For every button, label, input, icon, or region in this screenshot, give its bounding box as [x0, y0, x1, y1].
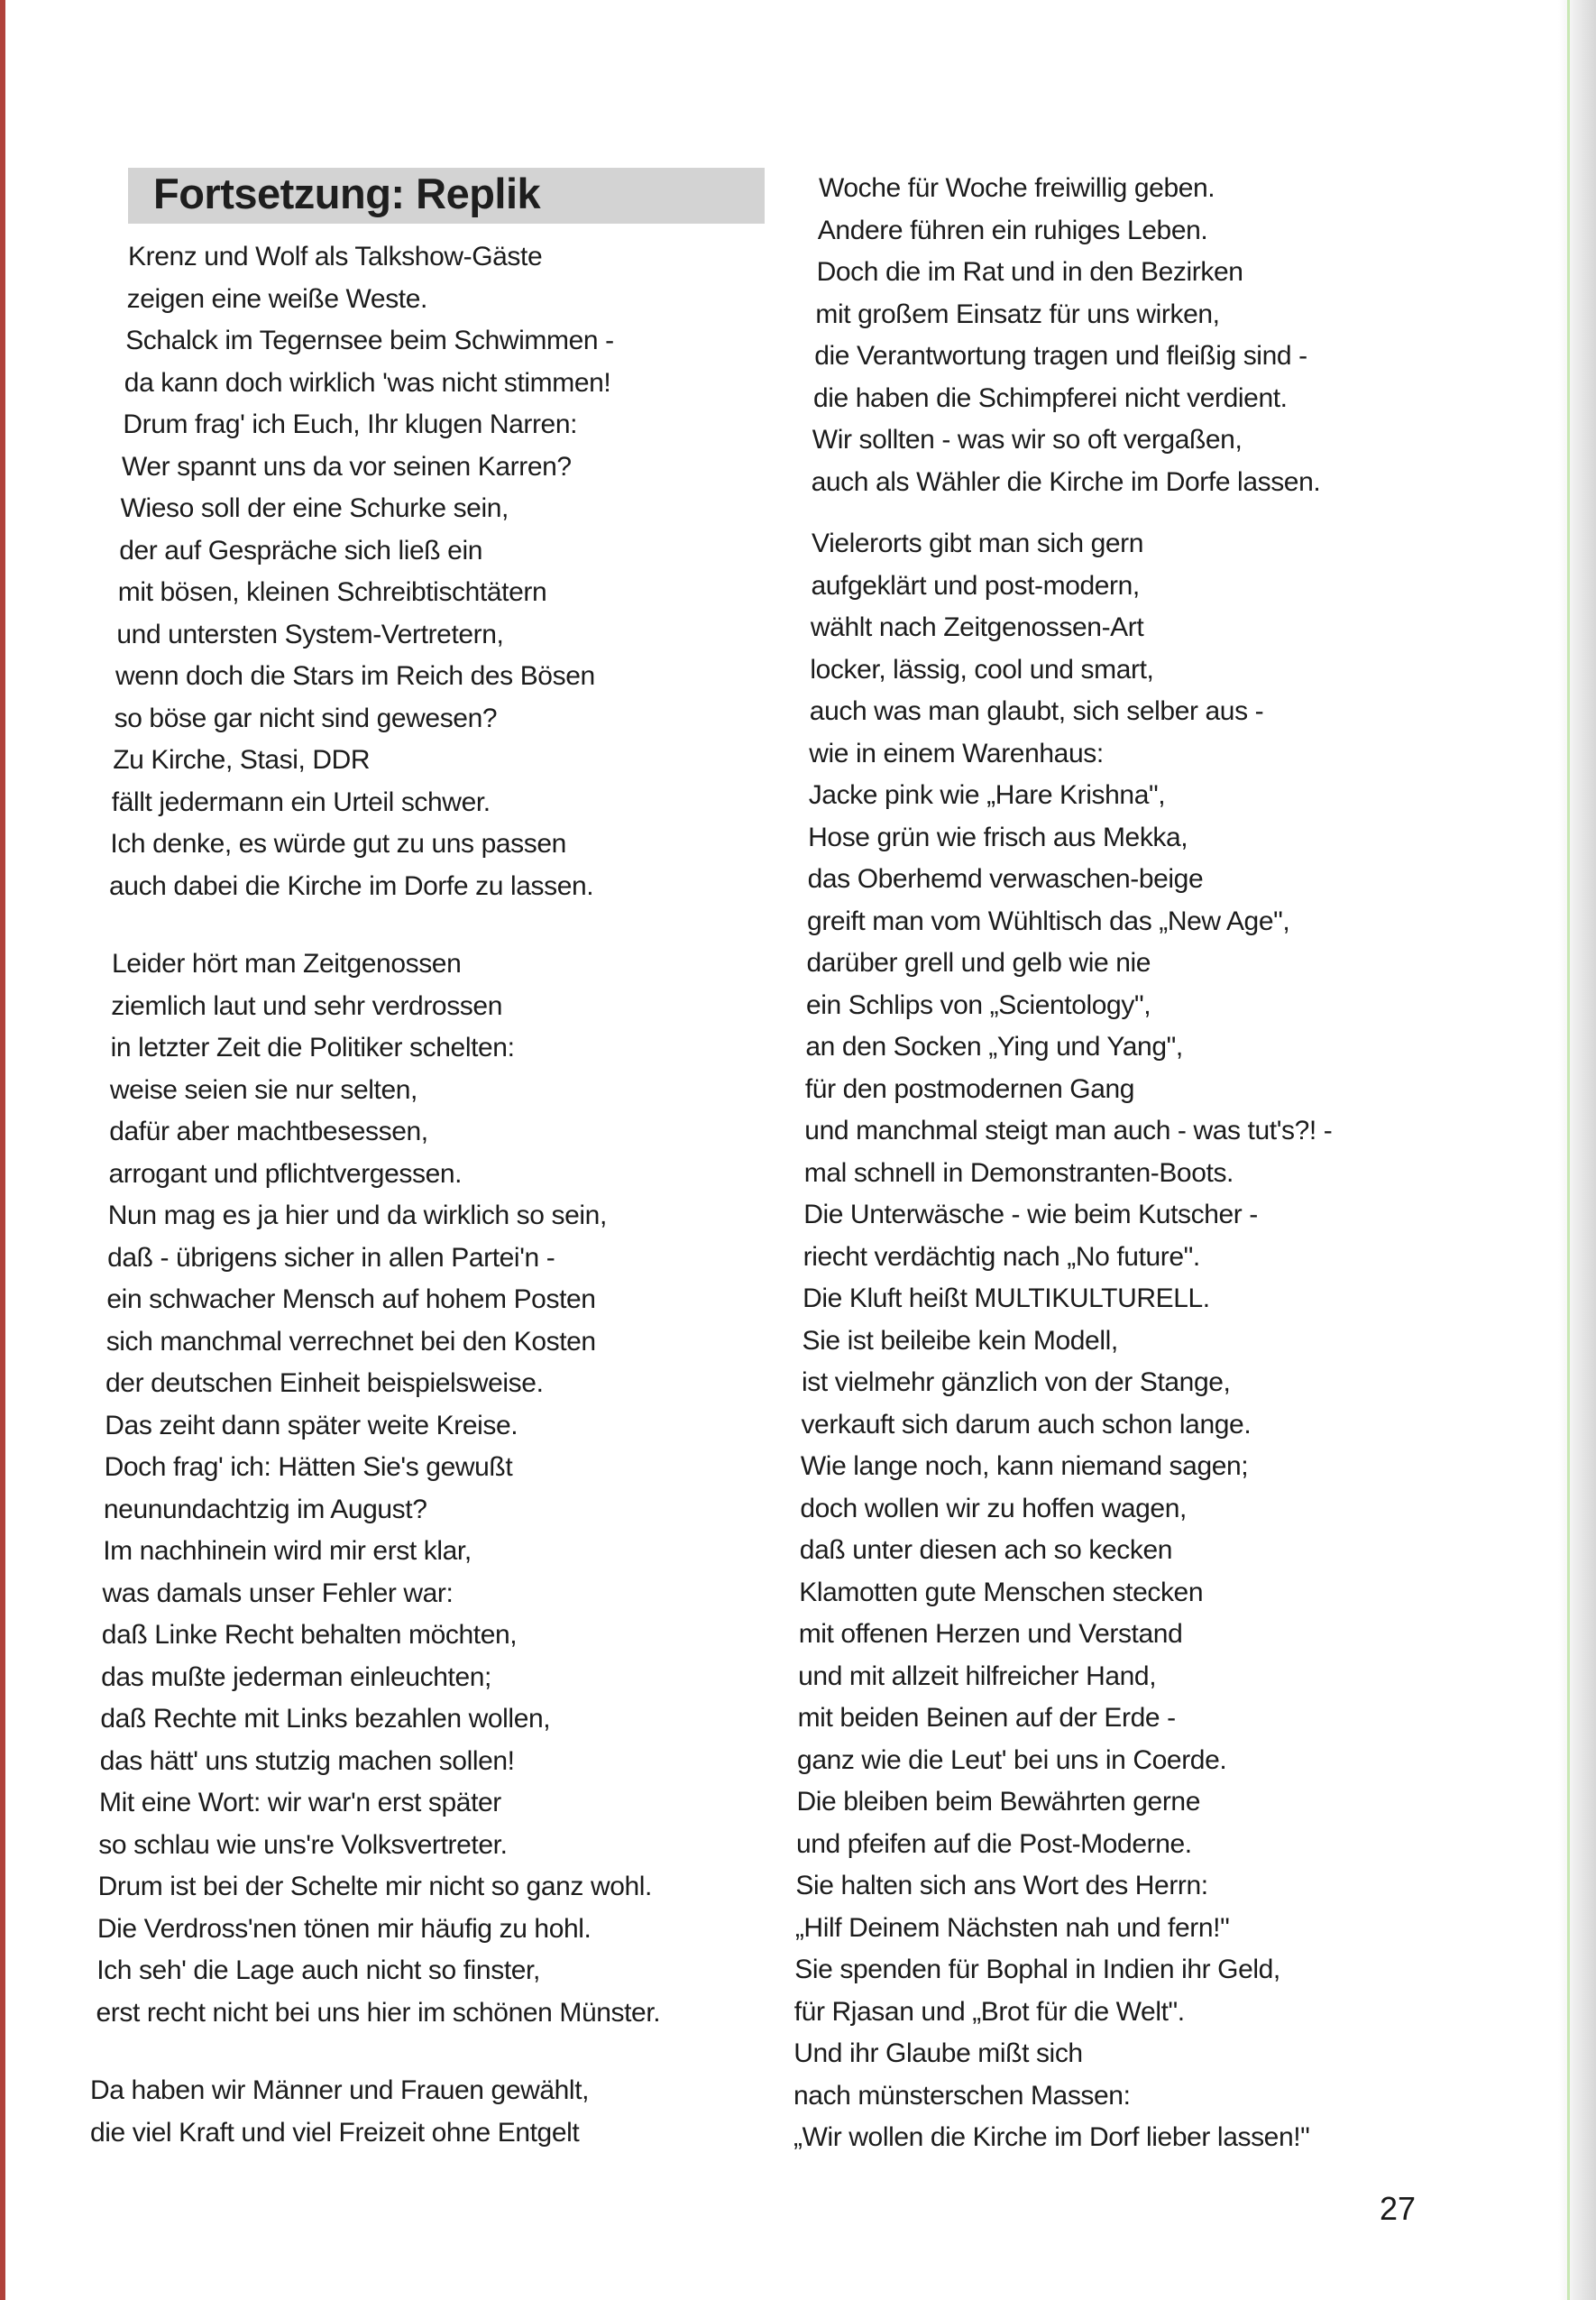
verse-line: doch wollen wir zu hoffen wagen, — [800, 1493, 1187, 1523]
verse-line: Krenz und Wolf als Talkshow-Gäste — [128, 242, 543, 271]
verse-line: aufgeklärt und post-modern, — [811, 570, 1140, 601]
verse-line: für den postmodernen Gang — [804, 1073, 1135, 1104]
verse-line: Sie halten sich ans Wort des Herrn: — [795, 1871, 1208, 1900]
verse-line: mal schnell in Demonstranten-Boots. — [803, 1157, 1234, 1188]
stanza — [90, 943, 712, 2034]
verse-line: Wie lange noch, kann niemand sagen; — [800, 1451, 1249, 1481]
verse-line: und manchmal steigt man auch - was tut's?! - — [804, 1116, 1333, 1145]
verse-line: daß Rechte mit Links bezahlen wollen, — [100, 1704, 551, 1734]
verse-line: Jacke pink wie „Hare Krishna", — [808, 780, 1166, 810]
verse-line: und untersten System-Vertretern, — [116, 619, 504, 649]
verse-line: erst recht nicht bei uns hier im schönen Münster. — [96, 1997, 661, 2028]
verse-line: ganz wie die Leut' bei uns in Coerde. — [797, 1744, 1227, 1775]
verse-line: Klamotten gute Menschen stecken — [799, 1577, 1204, 1607]
verse-line: das hätt' uns stutzig machen sollen! — [99, 1745, 515, 1776]
verse-line: Die Verdross'nen tönen mir häufig zu hohl. — [96, 1913, 592, 1944]
verse-line: Die Kluft heißt MULTIKULTURELL. — [803, 1283, 1210, 1313]
verse-line: Mit eine Wort: wir war'n erst später — [99, 1788, 501, 1817]
verse-line: Ich denke, es würde gut zu uns passen — [110, 829, 566, 859]
verse-line: dafür aber machtbesessen, — [109, 1117, 428, 1146]
verse-line: wie in einem Warenhaus: — [809, 738, 1104, 768]
verse-line: Doch die im Rat und in den Bezirken — [816, 257, 1243, 287]
verse-line: der auf Gespräche sich ließ ein — [119, 535, 482, 566]
verse-line: darüber grell und gelb wie nie — [806, 948, 1151, 978]
verse-line: mit großem Einsatz für uns wirken, — [815, 299, 1220, 329]
verse-line: Ich seh' die Lage auch nicht so finster, — [96, 1955, 540, 1985]
verse-line: Schalck im Tegernsee beim Schwimmen - — [125, 326, 614, 355]
stanza — [793, 168, 1425, 503]
verse-line: das Oberhemd verwaschen-beige — [807, 864, 1204, 894]
verse-line: daß unter diesen ach so kecken — [799, 1535, 1173, 1565]
verse-line: daß Linke Recht behalten möchten, — [101, 1620, 518, 1650]
verse-line: arrogant und pflichtvergessen. — [108, 1158, 463, 1189]
verse-line: „Wir wollen die Kirche im Dorf lieber lassen!" — [793, 2122, 1310, 2152]
verse-line: „Hilf Deinem Nächsten nah und fern!" — [794, 1912, 1230, 1943]
verse-line: ein Schlips von „Scientology", — [805, 989, 1151, 1020]
verse-line: und mit allzeit hilfreicher Hand, — [798, 1661, 1157, 1691]
verse-line: Das zeiht dann später weite Kreise. — [105, 1410, 518, 1440]
verse-line: Nun mag es ja hier und da wirklich so sein, — [107, 1201, 607, 1230]
verse-line: auch als Wähler die Kirche im Dorfe lassen. — [811, 466, 1321, 497]
verse-line: so schlau wie uns're Volksvertreter. — [98, 1829, 508, 1860]
stanza — [90, 2070, 712, 2154]
verse-line: ein schwacher Mensch auf hohem Posten — [106, 1284, 596, 1314]
verse-line: die Verantwortung tragen und fleißig sind - — [814, 341, 1307, 371]
verse-line: wählt nach Zeitgenossen-Art — [810, 612, 1144, 642]
verse-line: Wer spannt uns da vor seinen Karren? — [122, 451, 572, 482]
verse-line: auch dabei die Kirche im Dorfe zu lassen. — [109, 870, 594, 901]
verse-line: Im nachhinein wird mir erst klar, — [103, 1536, 472, 1566]
stanza — [90, 236, 712, 907]
page-heading: Fortsetzung: Replik — [153, 170, 541, 217]
verse-line: Und ihr Glaube mißt sich — [793, 2038, 1083, 2068]
verse-line: wenn doch die Stars im Reich des Bösen — [115, 661, 595, 691]
left-column — [90, 236, 712, 2154]
verse-line: da kann doch wirklich 'was nicht stimmen! — [124, 367, 611, 398]
verse-line: riecht verdächtig nach „No future". — [803, 1241, 1200, 1272]
verse-line: sich manchmal verrechnet bei den Kosten — [105, 1326, 596, 1357]
verse-line: mit bösen, kleinen Schreibtischtätern — [117, 577, 547, 607]
verse-line: greift man vom Wühltisch das „New Age", — [807, 906, 1290, 936]
verse-line: Wieso soll der eine Schurke sein, — [120, 493, 509, 523]
page-edge-right — [1558, 0, 1596, 2300]
verse-line: Drum ist bei der Schelte mir nicht so ganz wohl. — [97, 1872, 652, 1901]
verse-line: mit offenen Herzen und Verstand — [798, 1619, 1183, 1649]
verse-line: Leider hört man Zeitgenossen — [112, 949, 462, 979]
verse-line: ziemlich laut und sehr verdrossen — [111, 990, 502, 1021]
verse-line: verkauft sich darum auch schon lange. — [801, 1409, 1252, 1440]
right-column — [793, 168, 1425, 2159]
verse-line: Zu Kirche, Stasi, DDR — [113, 745, 371, 775]
page-number: 27 — [1380, 2190, 1417, 2227]
verse-line: weise seien sie nur selten, — [109, 1074, 417, 1105]
stanza — [793, 523, 1425, 2159]
verse-line: neunundachtzig im August? — [103, 1494, 427, 1524]
verse-line: Doch frag' ich: Hätten Sie's gewußt — [104, 1452, 513, 1482]
verse-line: Die Unterwäsche - wie beim Kutscher - — [803, 1200, 1258, 1229]
verse-line: mit beiden Beinen auf der Erde - — [797, 1703, 1176, 1733]
verse-line: die haben die Schimpferei nicht verdient. — [813, 382, 1288, 413]
verse-line: nach münsterschen Massen: — [793, 2080, 1131, 2111]
verse-line: so böse gar nicht sind gewesen? — [114, 703, 498, 733]
verse-line: Hose grün wie frisch aus Mekka, — [808, 822, 1188, 852]
verse-line: der deutschen Einheit beispielsweise. — [105, 1368, 544, 1398]
verse-line: Wir sollten - was wir so oft vergaßen, — [812, 425, 1243, 455]
verse-line: Drum frag' ich Euch, Ihr klugen Narren: — [123, 409, 578, 439]
verse-line: Andere führen ein ruhiges Leben. — [817, 215, 1208, 245]
verse-line: Sie spenden für Bophal in Indien ihr Geld, — [794, 1955, 1280, 1984]
verse-line: was damals unser Fehler war: — [102, 1578, 454, 1608]
verse-line: das mußte jederman einleuchten; — [101, 1661, 491, 1692]
verse-line: fällt jedermann ein Urteil schwer. — [111, 787, 491, 817]
verse-line: daß - übrigens sicher in allen Partei'n - — [107, 1242, 555, 1273]
verse-line: Die bleiben beim Bewährten gerne — [796, 1787, 1200, 1817]
verse-line: Da haben wir Männer und Frauen gewählt, — [90, 2075, 590, 2105]
verse-line: Woche für Woche freiwillig geben. — [819, 173, 1215, 203]
verse-line: und pfeifen auf die Post-Moderne. — [795, 1828, 1192, 1859]
verse-line: ist vielmehr gänzlich von der Stange, — [802, 1367, 1231, 1397]
verse-line: Vielerorts gibt man sich gern — [812, 529, 1144, 558]
verse-line: zeigen eine weiße Weste. — [126, 283, 427, 314]
verse-line: locker, lässig, cool und smart, — [810, 654, 1154, 685]
verse-line: an den Socken „Ying und Yang", — [805, 1032, 1183, 1062]
verse-line: Sie ist beileibe kein Modell, — [802, 1325, 1118, 1356]
verse-line: auch was man glaubt, sich selber aus - — [809, 696, 1264, 726]
verse-line: für Rjasan und „Brot für die Welt". — [793, 1996, 1185, 2027]
verse-line: in letzter Zeit die Politiker schelten: — [110, 1033, 515, 1063]
verse-line: die viel Kraft und viel Freizeit ohne Entgelt — [90, 2117, 580, 2148]
